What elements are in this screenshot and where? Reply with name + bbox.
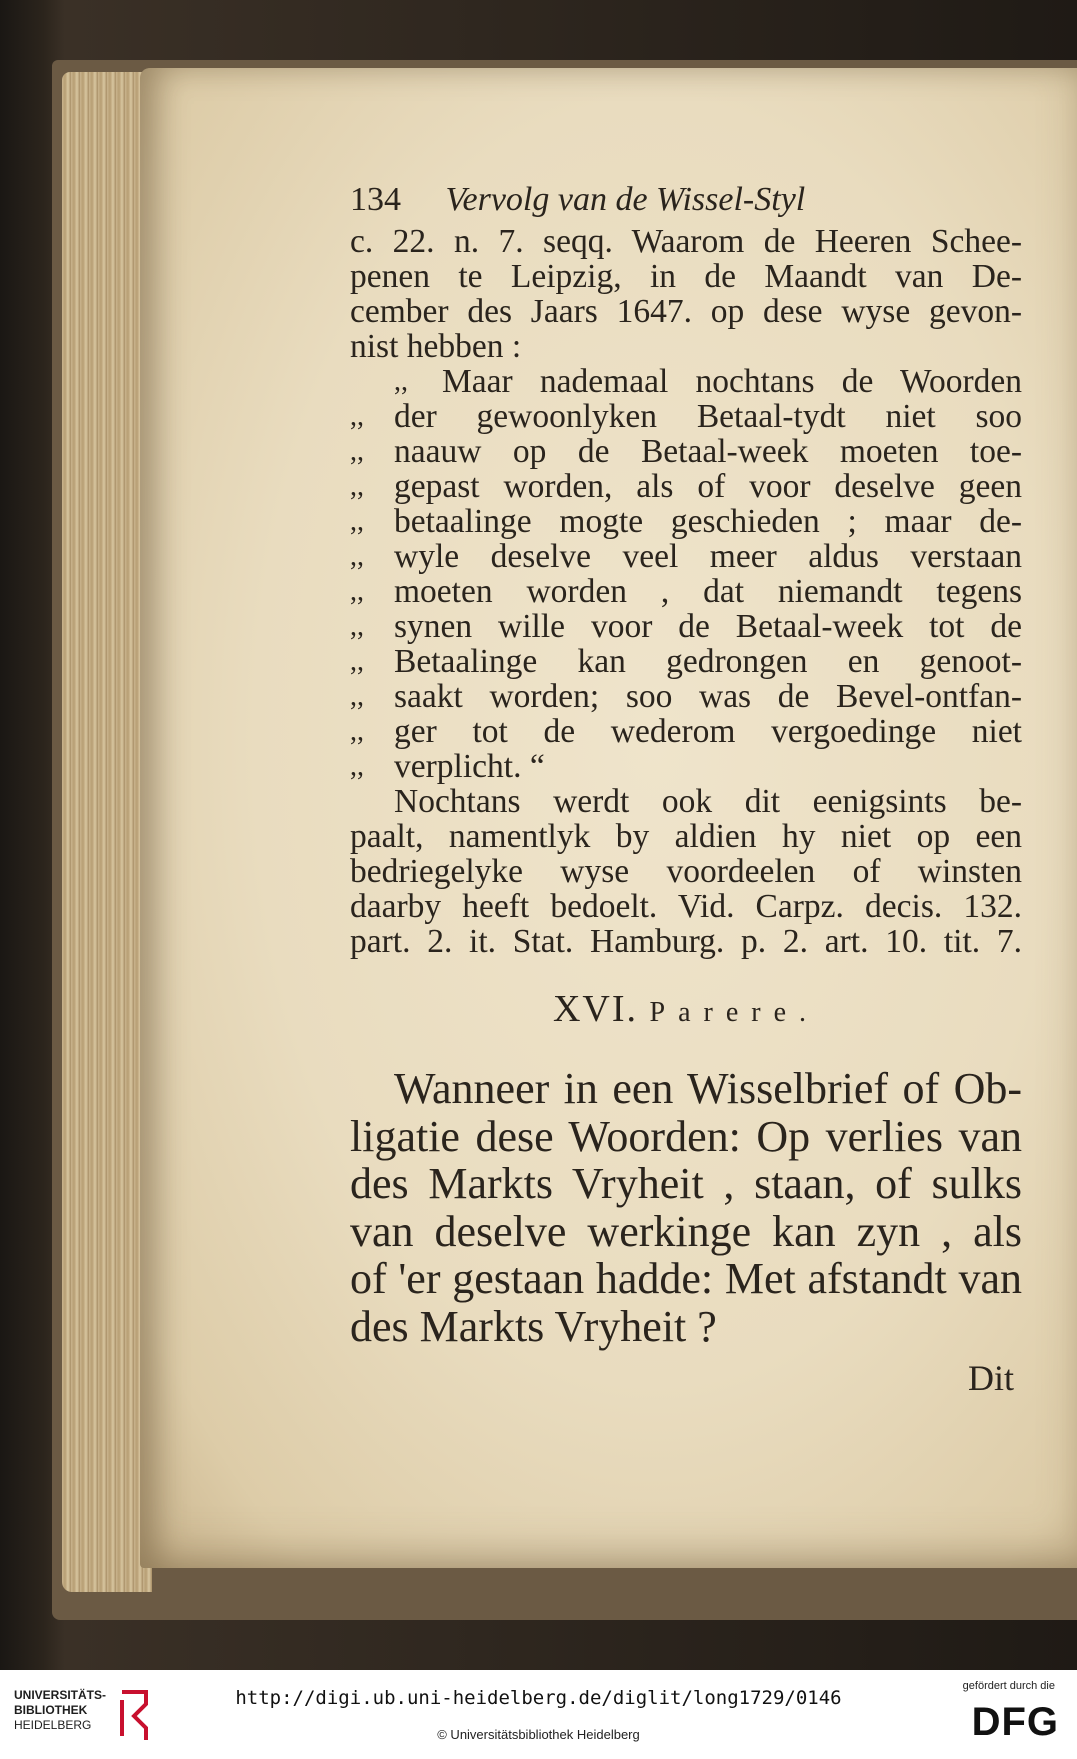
quote-mark: ,, [350, 681, 364, 712]
text-line: cember des Jaars 1647. op dese wyse gevon- [350, 293, 1022, 330]
library-line: HEIDELBERG [14, 1718, 92, 1732]
quote-text: verplicht. “ [394, 748, 545, 785]
text-line: van deselve werkinge kan zyn , als [350, 1206, 1022, 1256]
quote-mark: ,, [350, 646, 364, 677]
library-line: UNIVERSITÄTS- [14, 1688, 107, 1702]
text-line: daarby heeft bedoelt. Vid. Carpz. decis. 132. [350, 888, 1022, 925]
quote-line [350, 609, 1022, 644]
page-edges [62, 72, 152, 1592]
text-line: Wanneer in een Wisselbrief of Ob- [394, 1064, 1022, 1113]
text-line: c. 22. n. 7. seqq. Waarom de Heeren Schee- [350, 223, 1022, 260]
closing-paragraph [350, 784, 1022, 959]
quote-line [350, 679, 1022, 714]
quotation [350, 364, 1022, 784]
quote-mark: ,, [350, 576, 364, 607]
quote-mark: ,, [350, 751, 364, 782]
catchword: Dit [967, 1358, 1014, 1398]
quote-mark: ,, [350, 541, 364, 572]
text-line: des Markts Vryheit ? [350, 1301, 717, 1351]
quote-line [350, 749, 1022, 784]
quote-mark: ,, [350, 471, 364, 502]
text-line: Nochtans werdt ook dit eenigsints be- [394, 783, 1022, 820]
quote-line [350, 504, 1022, 539]
text-line: nist hebben : [350, 328, 522, 365]
running-title: Vervolg van de Wissel-Styl [445, 181, 806, 218]
quote-text: betaalinge mogte geschieden ; maar de- [394, 503, 1022, 540]
text-line: bedriegelyke wyse voordeelen of winsten [350, 853, 1022, 890]
quote-text: ger tot de wederom vergoedinge niet [394, 713, 1022, 750]
text-line: part. 2. it. Stat. Hamburg. p. 2. art. 10. tit. 7. [350, 923, 1022, 960]
quote-text: naauw op de Betaal-week moeten toe- [394, 433, 1022, 470]
section-word: Parere. [649, 997, 820, 1028]
section-paragraph [350, 1065, 1022, 1350]
text-line: paalt, namentlyk by aldien hy niet op een [350, 818, 1022, 855]
funded-by-label: gefördert durch die [962, 1680, 1055, 1692]
quote-text: gepast worden, als of voor deselve geen [394, 468, 1022, 505]
quote-line [350, 434, 1022, 469]
section-heading [350, 989, 1022, 1029]
opening-paragraph [350, 224, 1022, 364]
quote-line [350, 399, 1022, 434]
dfg-logo: DFG [971, 1700, 1059, 1744]
quote-line [350, 644, 1022, 679]
quote-line [350, 714, 1022, 749]
quote-mark: ,, [394, 366, 408, 397]
quote-line [350, 364, 1022, 399]
quote-line [350, 539, 1022, 574]
quote-mark: ,, [350, 611, 364, 642]
quote-text: moeten worden , dat niemandt tegens [394, 573, 1022, 610]
page-text [350, 178, 1022, 1398]
text-line: of 'er gestaan hadde: Met afstandt van [350, 1254, 1022, 1303]
quote-mark: ,, [350, 436, 364, 467]
quote-mark: ,, [350, 401, 364, 432]
quote-mark: ,, [350, 716, 364, 747]
permalink-url[interactable]: http://digi.ub.uni-heidelberg.de/diglit/long1729/0146 [235, 1687, 842, 1709]
text-line: des Markts Vryheit , staan, of sulks [350, 1159, 1022, 1208]
quote-mark: ,, [350, 506, 364, 537]
section-number: XVI. [552, 988, 639, 1030]
quote-text: Maar nademaal nochtans de Woorden [442, 363, 1022, 400]
copyright-notice: © Universitätsbibliothek Heidelberg [437, 1727, 640, 1742]
quote-text: Betaalinge kan gedrongen en genoot- [394, 643, 1022, 680]
quote-text: wyle deselve veel meer aldus verstaan [394, 538, 1022, 575]
quote-text: synen wille voor de Betaal-week tot de [394, 608, 1022, 645]
text-line: ligatie dese Woorden: Op verlies van [350, 1111, 1022, 1161]
text-line: penen te Leipzig, in de Maandt van De- [350, 258, 1022, 295]
library-line: BIBLIOTHEK [14, 1703, 88, 1717]
quote-line [350, 574, 1022, 609]
quote-line [350, 469, 1022, 504]
quote-text: saakt worden; soo was de Bevel-ontfan- [394, 678, 1022, 715]
page-header [350, 178, 1022, 222]
quote-text: der gewoonlyken Betaal-tydt niet soo [394, 398, 1022, 435]
footer-bar [0, 1670, 1077, 1759]
page-number: 134 [350, 181, 401, 218]
